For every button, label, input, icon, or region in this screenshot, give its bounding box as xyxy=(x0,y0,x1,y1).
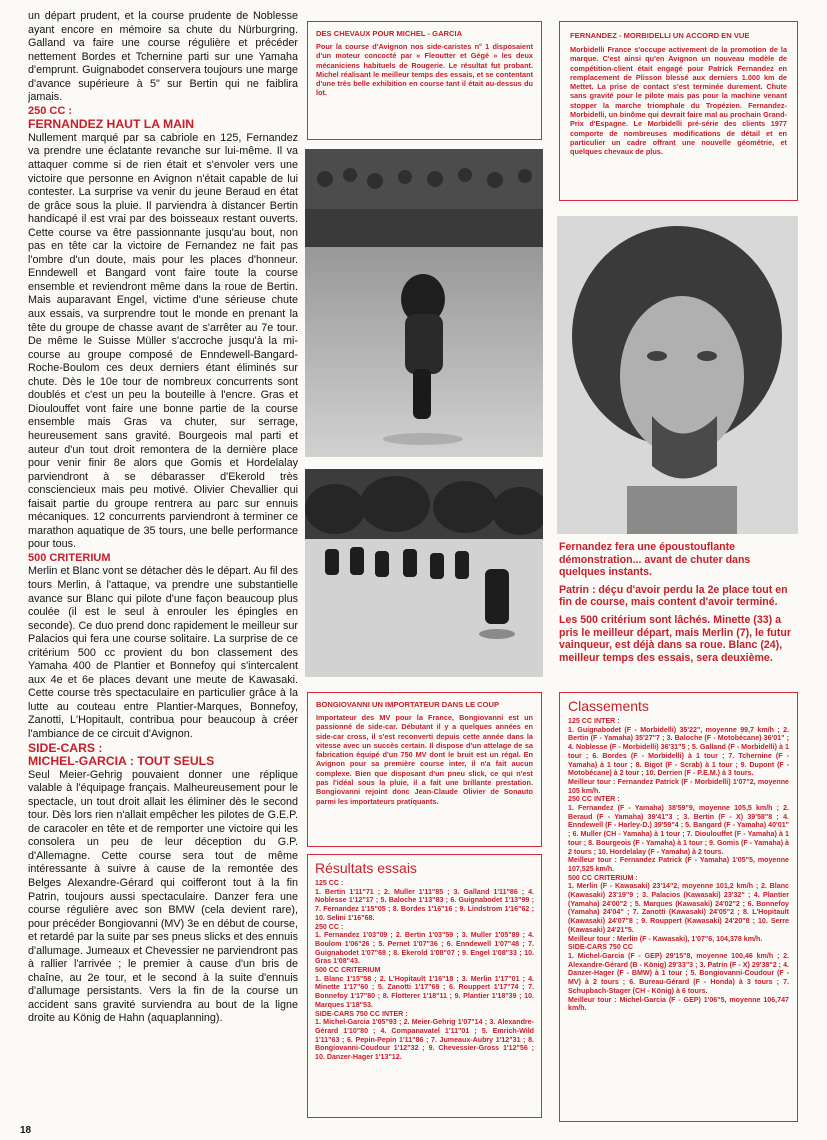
article-paragraph-3: Merlin et Blanc vont se détacher dès le départ. Au fil des tours Merlin, à l'attaque, va prendre une substantielle avance sur Blanc qui pilote d'une façon beaucoup plus coulée (il est le seul à enrouler les épingles en seconde). Ce duo prend donc rapidement le meilleur sur Palacios qui fera une course solitaire. La surprise de ce critérium 500 cc provient du bon classement des Yamaha 400 de Plantier et Bonnefoy qui s'intercalent aux 4e et 6e places devant une meute de Kawasaki. Cette course très spectaculaire en particulier grâce à la lutte au couteau entre Plantier-Marques, Bonnefoy, Zanotti, L'Hopitault, contribua pour beaucoup à créer l'ambiance de ce circuit d'Avignon. xyxy=(28,565,298,740)
class-125-best-lap: Meilleur tour : Fernandez Patrick (F - Morbidelli) 1'07"2, moyenne 105 km/h. xyxy=(568,777,789,795)
class-sidecar-best-lap: Meilleur tour : Michel-Garcia (F - GEP) 1'06"5, moyenne 106,747 km/h. xyxy=(568,995,789,1013)
box-title: DES CHEVAUX POUR MICHEL - GARCIA xyxy=(316,29,463,38)
article-paragraph-2: Nullement marqué par sa cabriole en 125, Fernandez va prendre une éclatante revanche sur lui-même. Il va attaquer comme si de rien était et s'envoler vers une victoire que personne en Avignon n'était capable de lui contester. La surprise va venir du jeune Beraud en état de grâce sous la pluie. Il parviendra à distancer Bertin handicapé il est vrai par des boisseaux restant ouverts. Cette course va être passionnante jusqu'au bout, non pas en tête car la victoire de Fernandez ne fait pas l'ombre d'un doute, mais pour les places d'honneur. Enndewell et Bangard vont faire toute la course ensemble et reviendront même dans la roue de Bertin. Mais auparavant Engel, victime d'une sérieuse chute aux essais, va surprendre tout le monde en prenant la tête du groupe de chasse avant de s'arrêter au 7e tour. De même le Suisse Müller s'accroche jusqu'à la mi-course au groupe composé de Enndewell-Bangard-Roche-Boulom ces deux derniers étant éliminés sur chute. Dès le 10e tour de nombreux concurrents sont doublés et c'est un peu la bouteille à l'encre. Gras et Dioulouffet vont faire une bonne partie de la course ensemble mais Gras va chuter, sur serrage, heureusement sans gravité. Bourgeois mal parti et auteur d'un tout droit remontera de la dernière place pour venir finir 8e alors que Gomis et Hordelalay parviendront à se débarasser d'Ekerold très consciencieux mais peu motivé. Olivier Chevallier qui faisait partie du groupe rentrera au parc sur ennuis mécaniques. 12 concurrents parviendront à terminer ce marathon aquatique de 35 tours, une belle performance pour tous. xyxy=(28,131,298,551)
results-125-heading: 125 CC : xyxy=(315,879,344,887)
class-250-list: 1. Fernandez (F - Yamaha) 38'59"9, moyenne 105,5 km/h ; 2. Beraud (F - Yamaha) 39'41"3 ; 3. Bertin (F - X) 39'58"8 ; 4. Enndewell (F - Harley-D.) 39'59"4 ; 5. Bangard (F - Yamaha) 40'01" ; 6. Muller (CH - Yamaha) à 1 tour ; 7. Dioulouffet (F - Yamaha) à 1 tour ; 8. Bourgeois (F - Yamaha) à 1 tour ; 9. Gomis (F - Yamaha) à 2 tours ; 10. Hordelalay (F - Yamaha) à 2 tours. xyxy=(568,804,789,856)
box-text: Morbidelli France s'occupe activement de la promotion de la marque. C'est ainsi qu'en Avignon un nouveau modèle de compétition-client était engagé pour Patrick Fernandez en remplacement de Plisson blessé aux derniers 1.000 km de Mettet. La prise de contact s'est terminée durement. Chute sans gravité pour le pilote mais pas pour la machine venant stopper la marche triomphale du Tropézien. Fernandez-Morbidelli, un binôme qui devrait faire mal au prochain Grand-Prix d'Espagne. Le Morbidelli pré-série des clients 1977 comporte de nombreuses modifications de détail et en particulier un cadre offrant une nouvelle géométrie, et quelques chevaux de plus. xyxy=(570,45,787,157)
class-500-list: 1. Merlin (F - Kawasaki) 23'14"2, moyenne 101,2 km/h ; 2. Blanc (Kawasaki) 23'19"9 ; 3. Palacios (Kawasaki) 23'32" ; 4. Plantier (Yamaha) 24'00"2 ; 5. Marques (Kawasaki) 24'02"2 ; 6. Bonnefoy (Yamaha) 24'04" ; 7. Zanotti (Kawasaki) 24'05"2 ; 8. L'Hopitault (Kawasaki) 24'07"8 ; 9. Rouppert (Kawasaki) 24'20"8 ; 10. Serre (Kawasaki) 24'21"5. xyxy=(568,882,789,934)
class-250-best-lap: Meilleur tour : Fernandez Patrick (F - Yamaha) 1'05"5, moyenne 107,525 km/h. xyxy=(568,856,789,873)
section-heading-500: 500 CRITERIUM xyxy=(28,551,111,564)
caption-fernandez: Fernandez fera une époustouflante démonstration... avant de chuter dans quelques instants. xyxy=(559,541,751,579)
subheading-fernandez: FERNANDEZ HAUT LA MAIN xyxy=(28,117,195,132)
results-trials-box xyxy=(307,854,542,1118)
results-500-list: 1. Blanc 1'15"58 ; 2. L'Hopitault 1'16"18 ; 3. Merlin 1'17"01 ; 4. Minette 1'17"60 ; 5. Zanotti 1'17"69 ; 6. Rouppert 1'17"74 ; 7. Bonnefoy 1'17"80 ; 8. Flotterer 1'18"11 ; 9. Plantier 1'18"39 ; 10. Marques 1'18"53. xyxy=(315,974,534,1009)
photo-patrin-portrait xyxy=(557,216,798,534)
class-500-heading: 500 CC CRITERIUM : xyxy=(568,873,638,882)
sidebar-box-morbidelli xyxy=(559,21,798,201)
class-125-list: 1. Guignabodet (F - Morbidelli) 35'22", moyenne 99,7 km/h ; 2. Bertin (F - Yamaha) 35'27"7 ; 3. Baloche (F - Motobécane) 36'01" ; 4. Noblesse (F - Morbidelli) 36'31"5 ; 5. Galland (F - Morbidelli) à 1 tour ; 6. Bordes (F - Morbidelli) à 1 tour ; 7. Tchernine (F - Yamaha) à 1 tour ; 8. Bigot (F - Scrab) à 1 tour ; 9. Dupont (F - Motobécane) à 2 tour ; 10. Derrien (F - P.E.M.) à 3 tours. xyxy=(568,725,789,778)
photo-500-start xyxy=(305,469,543,677)
results-500-heading: 500 CC CRITERIUM xyxy=(315,966,381,975)
results-sidecar-heading: SIDE-CARS 750 CC INTER : xyxy=(315,1009,408,1018)
sidebar-box-michel-garcia xyxy=(307,21,542,140)
box-text: Importateur des MV pour la France, Bongiovanni est un passionné de side-car. Débutant il y a quelques années en side-car cross, il s'est reconverti depuis cette année dans la vitesse avec un succès certain. Il dispose d'un attelage de sa fabrication équipé d'un 750 MV dont le bruit est un régal. En Avignon pour sa première course inter, il n'a fait aucun complexe. Bien que disposant d'un pneu slick, ce qui n'est pas l'idéal sous la pluie, il a fait une brillante prestation. Bongiovanni rejoint donc Jean-Claude Olivier de Sonauto parmi les importateurs pratiquants. xyxy=(316,713,533,806)
classements-heading: Classements xyxy=(568,698,649,714)
article-column xyxy=(28,10,298,1122)
subheading-michel-garcia: MICHEL-GARCIA : TOUT SEULS xyxy=(28,754,215,769)
sidebar-box-bongiovanni xyxy=(307,692,542,847)
section-heading-sidecars: SIDE-CARS : xyxy=(28,740,103,755)
box-title: FERNANDEZ - MORBIDELLI UN ACCORD EN VUE xyxy=(570,31,750,40)
results-125-list: 1. Bertin 1'11"71 ; 2. Muller 1'11"85 ; 3. Galland 1'11"86 ; 4. Noblesse 1'12"17 ; 5. Baloche 1'13"83 ; 6. Guignabodet 1'13"99 ; 7. Fernandez 1'15"05 ; 8. Bordes 1'16"16 ; 9. Lindstrom 1'16"62 ; 10. Selini 1'16"68. xyxy=(315,887,534,922)
box-title: BONGIOVANNI UN IMPORTATEUR DANS LE COUP xyxy=(316,700,500,709)
results-heading: Résultats essais xyxy=(315,860,417,876)
section-heading-250: 250 CC : xyxy=(28,104,73,117)
results-sidecar-list: 1. Michel-Garcia 1'05"93 ; 2. Meier-Gehrig 1'07"14 ; 3. Alexandre-Gérard 1'10"80 ; 4. Companavatel 1'11"01 ; 5. Emrich-Wild 1'11"63 ; 6. Pepin-Pepin 1'11"86 ; 7. Jumeaux-Aubry 1'12"31 ; 8. Bongiovanni-Coudour 1'12"32 ; 9. Chevessier-Gross 1'12"56 ; 10. Danzer-Hager 1'13"12. xyxy=(315,1018,534,1062)
caption-patrin: Patrin : déçu d'avoir perdu la 2e place tout en fin de course, mais content d'avoir terminé. xyxy=(559,583,788,609)
classements-box xyxy=(559,692,798,1122)
caption-500-start: Les 500 critérium sont lâchés. Minette (33) a pris le meilleur départ, mais Merlin (7), le futur vainqueur, est déjà dans sa roue. Blanc (24), meilleur temps des essais, sera deuxième. xyxy=(559,613,791,664)
photo-captions xyxy=(559,541,799,669)
classements-content xyxy=(568,717,789,1013)
box-text: Pour la course d'Avignon nos side-caristes n° 1 disposaient d'un moteur concocté par « Fleoutter et Gégé » les deux mécaniciens habituels de Rougerie. Le résultat fut probant. Michel réalisant le meilleur temps des essais, et se contentant d'une très belle exhibition en course tant il était au-dessus du lot. xyxy=(316,42,533,98)
class-sidecar-heading: SIDE-CARS 750 CC xyxy=(568,943,634,952)
photo-rider-rain xyxy=(305,149,543,457)
results-content xyxy=(315,879,534,1062)
class-sidecar-list: 1. Michel-Garcia (F - GEP) 29'15"8, moyenne 100,46 km/h ; 2. Alexandre-Gérard (B - König) 29'33"3 ; 3. Patrin (F - X) 29'38"2 ; 4. Danzer-Hager (F - BMW) à 1 tour ; 5. Bongiovanni-Coudour (F - MV) à 2 tours ; 6. Bureau-Gérard (F - Honda) à 3 tours ; 7. Schupbach-Stager (CH - König) à 6 tours. xyxy=(568,951,789,995)
class-500-best-lap: Meilleur tour : Merlin (F - Kawasaki), 1'07"6, 104,378 km/h. xyxy=(568,934,763,943)
results-250-list: 1. Fernandez 1'03"09 ; 2. Bertin 1'03"59 ; 3. Muller 1'05"89 ; 4. Boulom 1'06"26 ; 5. Pernet 1'07"36 ; 6. Enndewell 1'07"48 ; 7. Guignabodet 1'07"68 ; 8. Ekerold 1'08"07 ; 9. Engel 1'08"33 ; 10. Gras 1'08"43. xyxy=(315,931,534,966)
article-paragraph-4: Seul Meier-Gehrig pouvaient donner une réplique valable à l'équipage français. Malheureusement pour le spectacle, un tout droit allait les éliminer dès le second tour. Dès lors rien n'allait empêcher les pilotes de G.E.P. de caracoler en tête et de remporter une victoire qui les consolera un peu de leur déception du G.P. d'Allemagne. Cette course sera tout de même intéressante à suivre à cause de la remontée des Belges Alexandre-Gérard qui coifferont tout à la fin Patrin, toujours aussi spectaculaire. Danzer fera une course régulière avec son BMW (cela devient rare), pour précéder Bongiovanni (MV) 3e en début de course, et retardé par la suite par ses pneus slicks et des ennuis d'allumage. Jumeaux et Chevessier ne parviendront pas à rallier l'arrivée ; le premier à cause d'un bris de chaîne, au 2e tour, et le second à la suite d'ennuis d'allumage persistants. Vers la fin de la course un accident sans gravité surviendra au bout de la ligne droite au König de Hahn (aquaplanning). xyxy=(28,768,298,1025)
page-number: 18 xyxy=(20,1125,32,1136)
article-paragraph-1: un départ prudent, et la course prudente de Noblesse ayant encore en mémoire sa chute du Nürburgring. Galland va faire une course régulière et précéder nettement Bordes et Tchernine parti sur une Yamaha d'emprunt. Guignabodet conservera toujours une marge d'avance supérieure à 5" sur Bertin qui ne faiblira jamais. xyxy=(28,10,298,104)
results-250-heading: 250 CC : xyxy=(315,922,344,931)
class-250-heading: 250 CC INTER : xyxy=(568,795,620,804)
class-125-heading: 125 CC INTER : xyxy=(568,717,620,725)
